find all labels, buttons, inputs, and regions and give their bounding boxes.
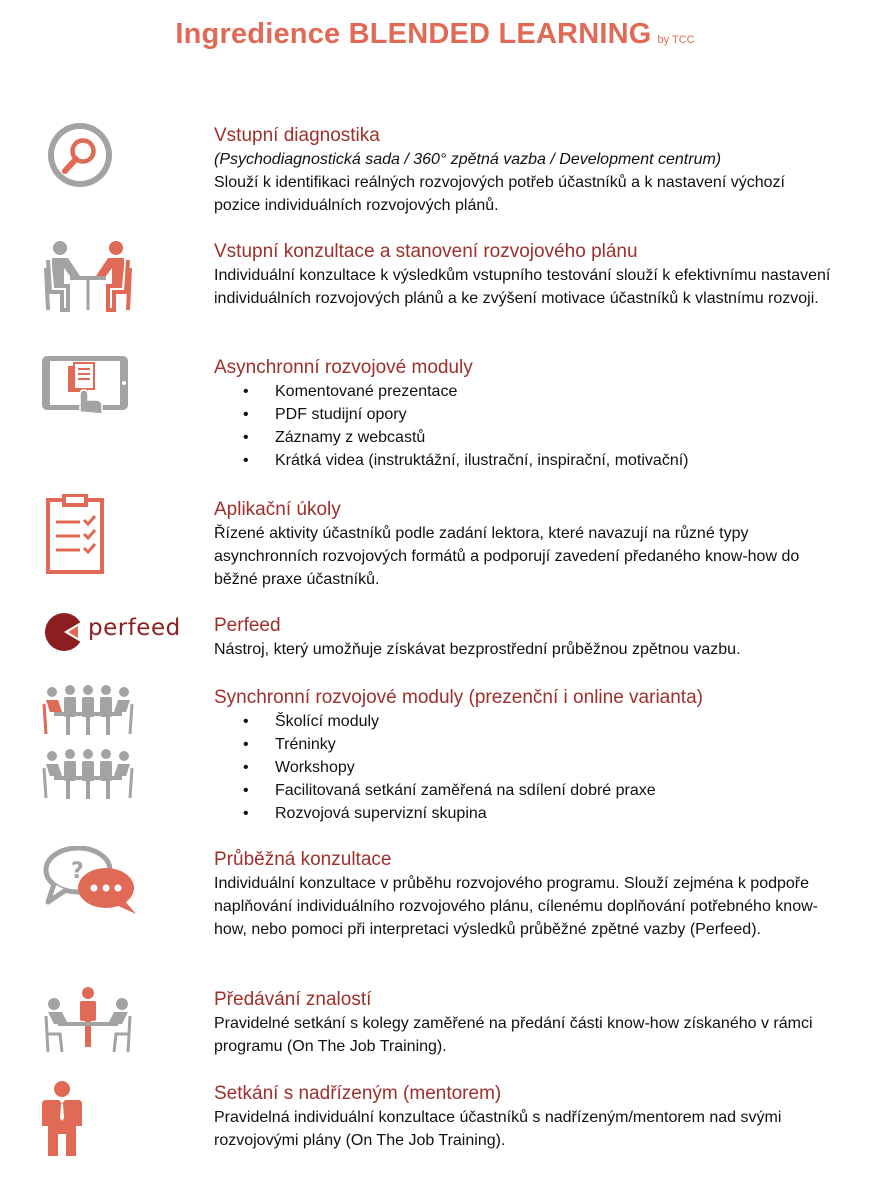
page-title: Ingredience BLENDED LEARNING <box>175 18 652 50</box>
section-subtitle: (Psychodiagnostická sada / 360° zpětná vazba / Development centrum) <box>214 151 722 168</box>
speech-bubbles-icon <box>40 846 140 918</box>
section-title: Synchronní rozvojové moduly (prezenční i online varianta) <box>214 687 703 708</box>
section-text: Pravidelné setkání s kolegy zaměřené na předání části know-how získaného v rámci programu (On The Job Training). <box>214 1015 813 1055</box>
list-item: • Školící moduly <box>214 710 834 733</box>
svg-text:?: ? <box>71 859 84 884</box>
section-title: Setkání s nadřízeným (mentorem) <box>214 1083 502 1104</box>
section-title: Předávání znalostí <box>214 989 372 1010</box>
tablet-documents-icon <box>40 354 140 416</box>
group-meeting-icon <box>40 684 140 812</box>
section-title: Perfeed <box>214 615 281 636</box>
section-text: Individuální konzultace k výsledkům vstupního testování slouží k efektivnímu nastavení individuálních rozvojových plánů a ke zvýšení motivace účastníků k vlastnímu rozvoji. <box>214 267 831 307</box>
section-title: Průběžná konzultace <box>214 849 392 870</box>
section-title: Vstupní konzultace a stanovení rozvojového plánu <box>214 241 638 262</box>
bullet-list <box>214 380 834 472</box>
list-item: • Facilitovaná setkání zaměřená na sdílení dobré praxe <box>214 779 834 802</box>
section-text: Slouží k identifikaci reálných rozvojových potřeb účastníků a k nastavení výchozí pozice individuálních rozvojových plánů. <box>214 174 785 214</box>
magnifier-icon <box>40 122 140 192</box>
knowledge-transfer-icon <box>40 986 140 1054</box>
list-item: • PDF studijní opory <box>214 403 834 426</box>
bullet-list <box>214 710 834 825</box>
list-item: • Tréninky <box>214 733 834 756</box>
perfeed-logo-text: perfeed <box>88 615 181 641</box>
section-title: Aplikační úkoly <box>214 499 341 520</box>
list-item: • Krátká videa (instruktážní, ilustrační, inspirační, motivační) <box>214 449 834 472</box>
consultation-icon <box>40 240 140 312</box>
list-item: • Rozvojová supervizní skupina <box>214 802 834 825</box>
section-text: Nástroj, který umožňuje získávat bezprostřední průběžnou zpětnou vazbu. <box>214 641 741 658</box>
section-text: Řízené aktivity účastníků podle zadání lektora, které navazují na různé typy asynchronních rozvojových formátů a podporují zavedení předaného know-how do běžné praxe účastníků. <box>214 525 800 588</box>
clipboard-checklist-icon <box>40 494 140 576</box>
perfeed-logo-mark <box>44 612 84 652</box>
list-item: • Workshopy <box>214 756 834 779</box>
mentor-icon <box>40 1080 140 1158</box>
section-text: Pravidelná individuální konzultace účastníků s nadřízeným/mentorem nad svými rozvojovými plány (On The Job Training). <box>214 1109 782 1149</box>
section-title: Asynchronní rozvojové moduly <box>214 357 473 378</box>
page-header <box>0 18 870 51</box>
section-title: Vstupní diagnostika <box>214 125 380 146</box>
list-item: • Záznamy z webcastů <box>214 426 834 449</box>
section-text: Individuální konzultace v průběhu rozvojového programu. Slouží zejména k podpoře naplňování individuálního rozvojového plánu, cílenému doplňování potřebného know-how, nebo pomoci při interpretaci výsledků průběžné zpětné vazby (Perfeed). <box>214 875 818 938</box>
page-title-by: by TCC <box>657 34 695 46</box>
list-item: • Komentované prezentace <box>214 380 834 403</box>
